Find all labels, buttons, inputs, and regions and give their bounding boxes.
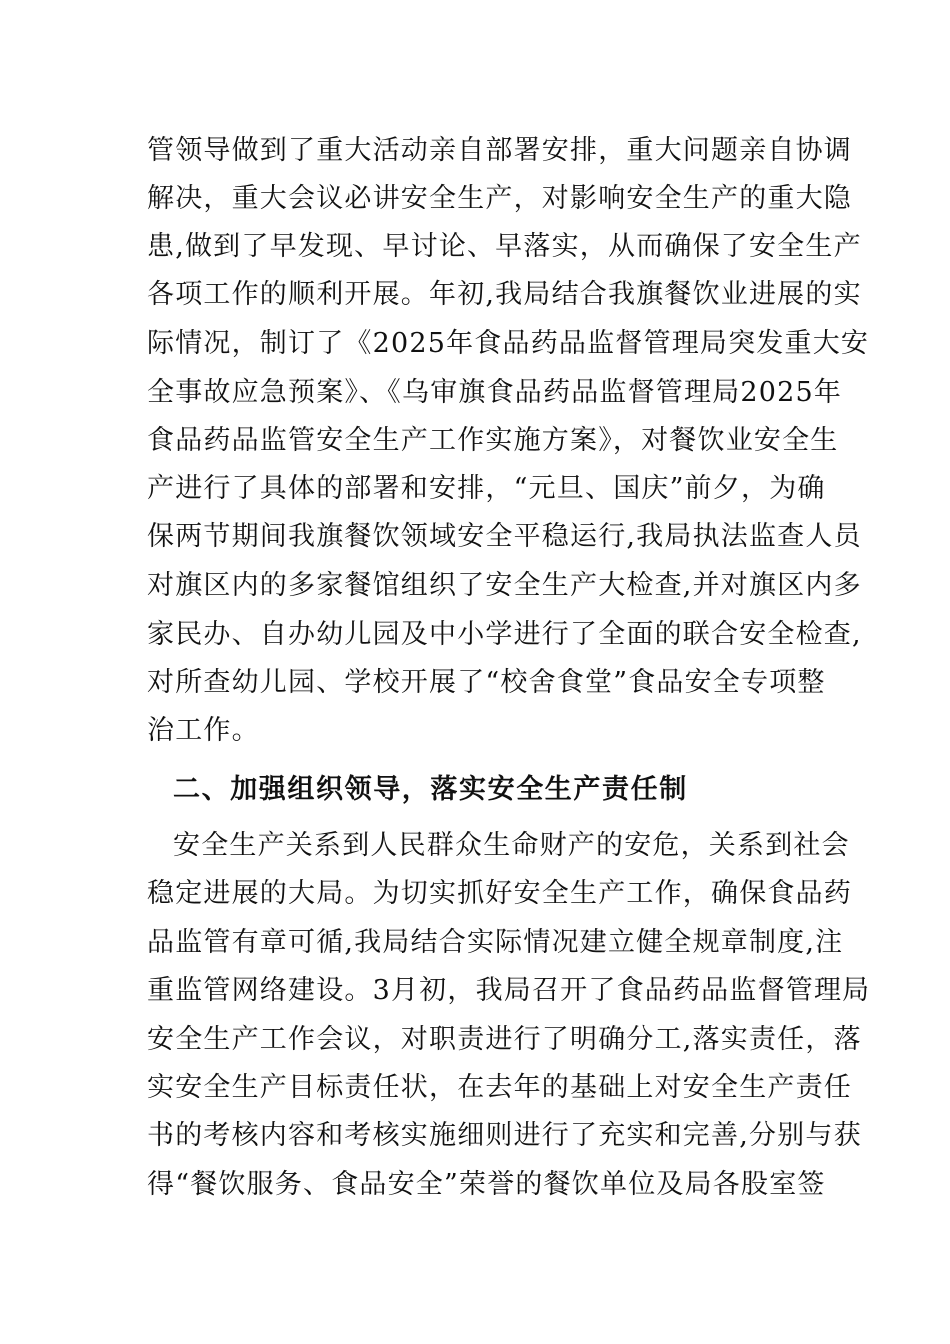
body-text-line: 管领导做到了重大活动亲自部署安排，重大问题亲自协调 bbox=[147, 135, 852, 166]
section-heading: 二、加强组织领导，落实安全生产责任制 bbox=[173, 774, 688, 805]
body-text-line: 对所查幼儿园、学校开展了“校舍食堂”食品安全专项整 bbox=[147, 667, 826, 698]
body-text-line: 各项工作的顺利开展。年初,我局结合我旗餐饮业进展的实 bbox=[147, 279, 862, 310]
body-text-line: 全事故应急预案》、《乌审旗食品药品监督管理局2025年 bbox=[147, 377, 843, 408]
body-text-line: 书的考核内容和考核实施细则进行了充实和完善,分别与获 bbox=[147, 1120, 862, 1151]
body-text-line: 家民办、自办幼儿园及中小学进行了全面的联合安全检查, bbox=[147, 619, 862, 650]
body-text-line: 得“餐饮服务、食品安全”荣誉的餐饮单位及局各股室签 bbox=[147, 1169, 826, 1200]
body-text-line: 食品药品监管安全生产工作实施方案》，对餐饮业安全生 bbox=[147, 425, 839, 456]
body-text-line: 解决，重大会议必讲安全生产，对影响安全生产的重大隐 bbox=[147, 183, 852, 214]
body-text-line: 安全生产工作会议，对职责进行了明确分工,落实责任，落 bbox=[147, 1024, 862, 1055]
body-text-line: 稳定进展的大局。为切实抓好安全生产工作，确保食品药 bbox=[147, 878, 852, 909]
body-text-line: 安全生产关系到人民群众生命财产的安危，关系到社会 bbox=[173, 830, 850, 861]
body-text-line: 治工作。 bbox=[147, 715, 260, 746]
body-text-line: 实安全生产目标责任状，在去年的基础上对安全生产责任 bbox=[147, 1072, 852, 1103]
body-text-line: 产进行了具体的部署和安排，“元旦、国庆”前夕，为确 bbox=[147, 473, 826, 504]
body-text-line: 品监管有章可循,我局结合实际情况建立健全规章制度,注 bbox=[147, 927, 844, 958]
body-text-line: 保两节期间我旗餐饮领域安全平稳运行,我局执法监查人员 bbox=[147, 521, 862, 552]
body-text-line: 际情况，制订了《2025年食品药品监督管理局突发重大安 bbox=[147, 328, 870, 359]
body-text-line: 患,做到了早发现、早讨论、早落实，从而确保了安全生产 bbox=[147, 231, 862, 262]
body-text-line: 对旗区内的多家餐馆组织了安全生产大检查,并对旗区内多 bbox=[147, 570, 862, 601]
body-text-line: 重监管网络建设。3月初，我局召开了食品药品监督管理局 bbox=[147, 975, 871, 1006]
